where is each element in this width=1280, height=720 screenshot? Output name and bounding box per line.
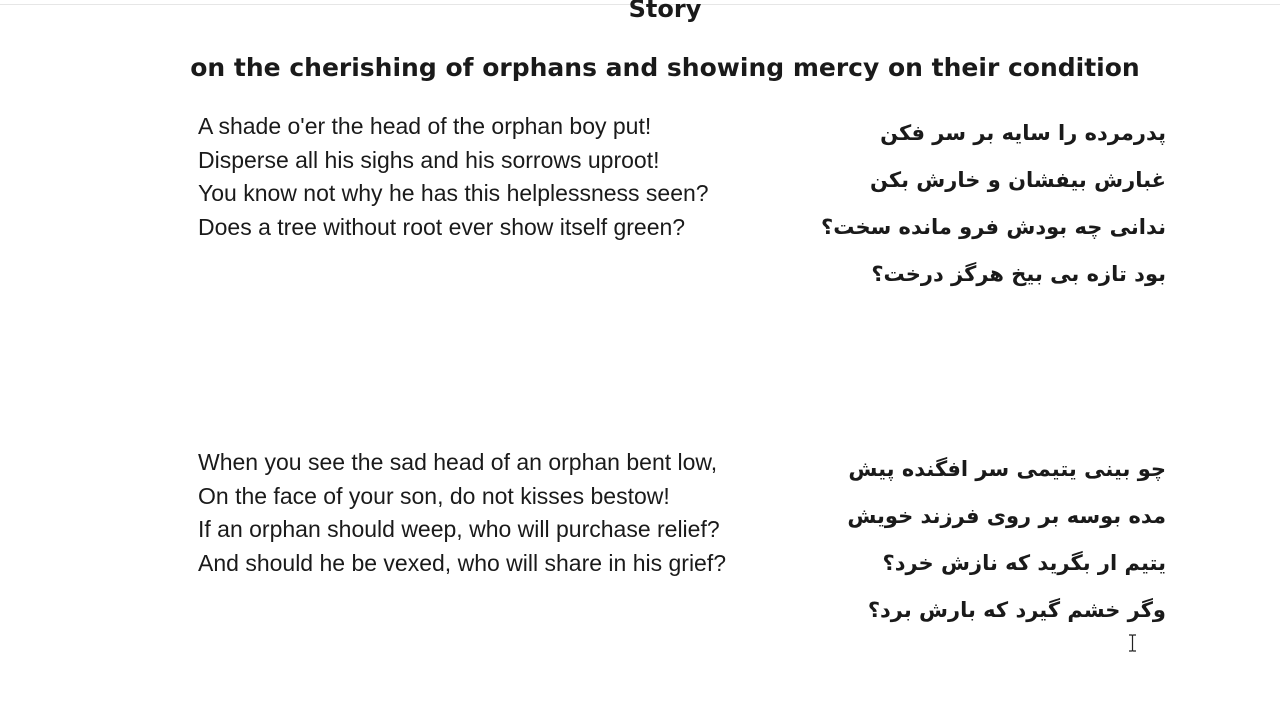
english-line: A shade o'er the head of the orphan boy put! (198, 113, 652, 139)
persian-verse (746, 446, 1166, 634)
english-line: Does a tree without root ever show itself green? (198, 213, 686, 240)
persian-line: بود تازه بی بیخ هرگز درخت؟ (871, 262, 1166, 286)
persian-line: وگر خشم گیرد که بارش برد؟ (867, 598, 1166, 622)
english-verse (198, 110, 728, 244)
english-line: When you see the sad head of an orphan bent low, (198, 449, 718, 475)
english-line: On the face of your son, do not kisses bestow! (198, 482, 670, 509)
persian-line: یتیم ار بگرید که نازش خرد؟ (882, 551, 1166, 575)
persian-line: ندانی چه بودش فرو مانده سخت؟ (821, 215, 1166, 239)
persian-line: غبارش بیفشان و خارش بکن (870, 168, 1166, 192)
persian-line: پدرمرده را سایه بر سر فکن (880, 121, 1166, 145)
text-cursor-icon (1128, 634, 1137, 652)
english-line: You know not why he has this helplessness seen? (198, 180, 709, 207)
english-line: And should he be vexed, who will share in his grief? (198, 549, 727, 576)
persian-line: مده بوسه بر روی فرزند خویش (847, 504, 1166, 528)
persian-line: چو بینی یتیمی سر افگنده پیش (848, 457, 1166, 481)
english-verse (198, 446, 728, 580)
persian-verse (746, 110, 1166, 298)
english-line: If an orphan should weep, who will purchase relief? (198, 516, 720, 543)
page-subtitle: on the cherishing of orphans and showing mercy on their condition (190, 53, 1140, 82)
page-heading: Story (628, 0, 702, 23)
english-line: Disperse all his sighs and his sorrows uproot! (198, 146, 660, 173)
